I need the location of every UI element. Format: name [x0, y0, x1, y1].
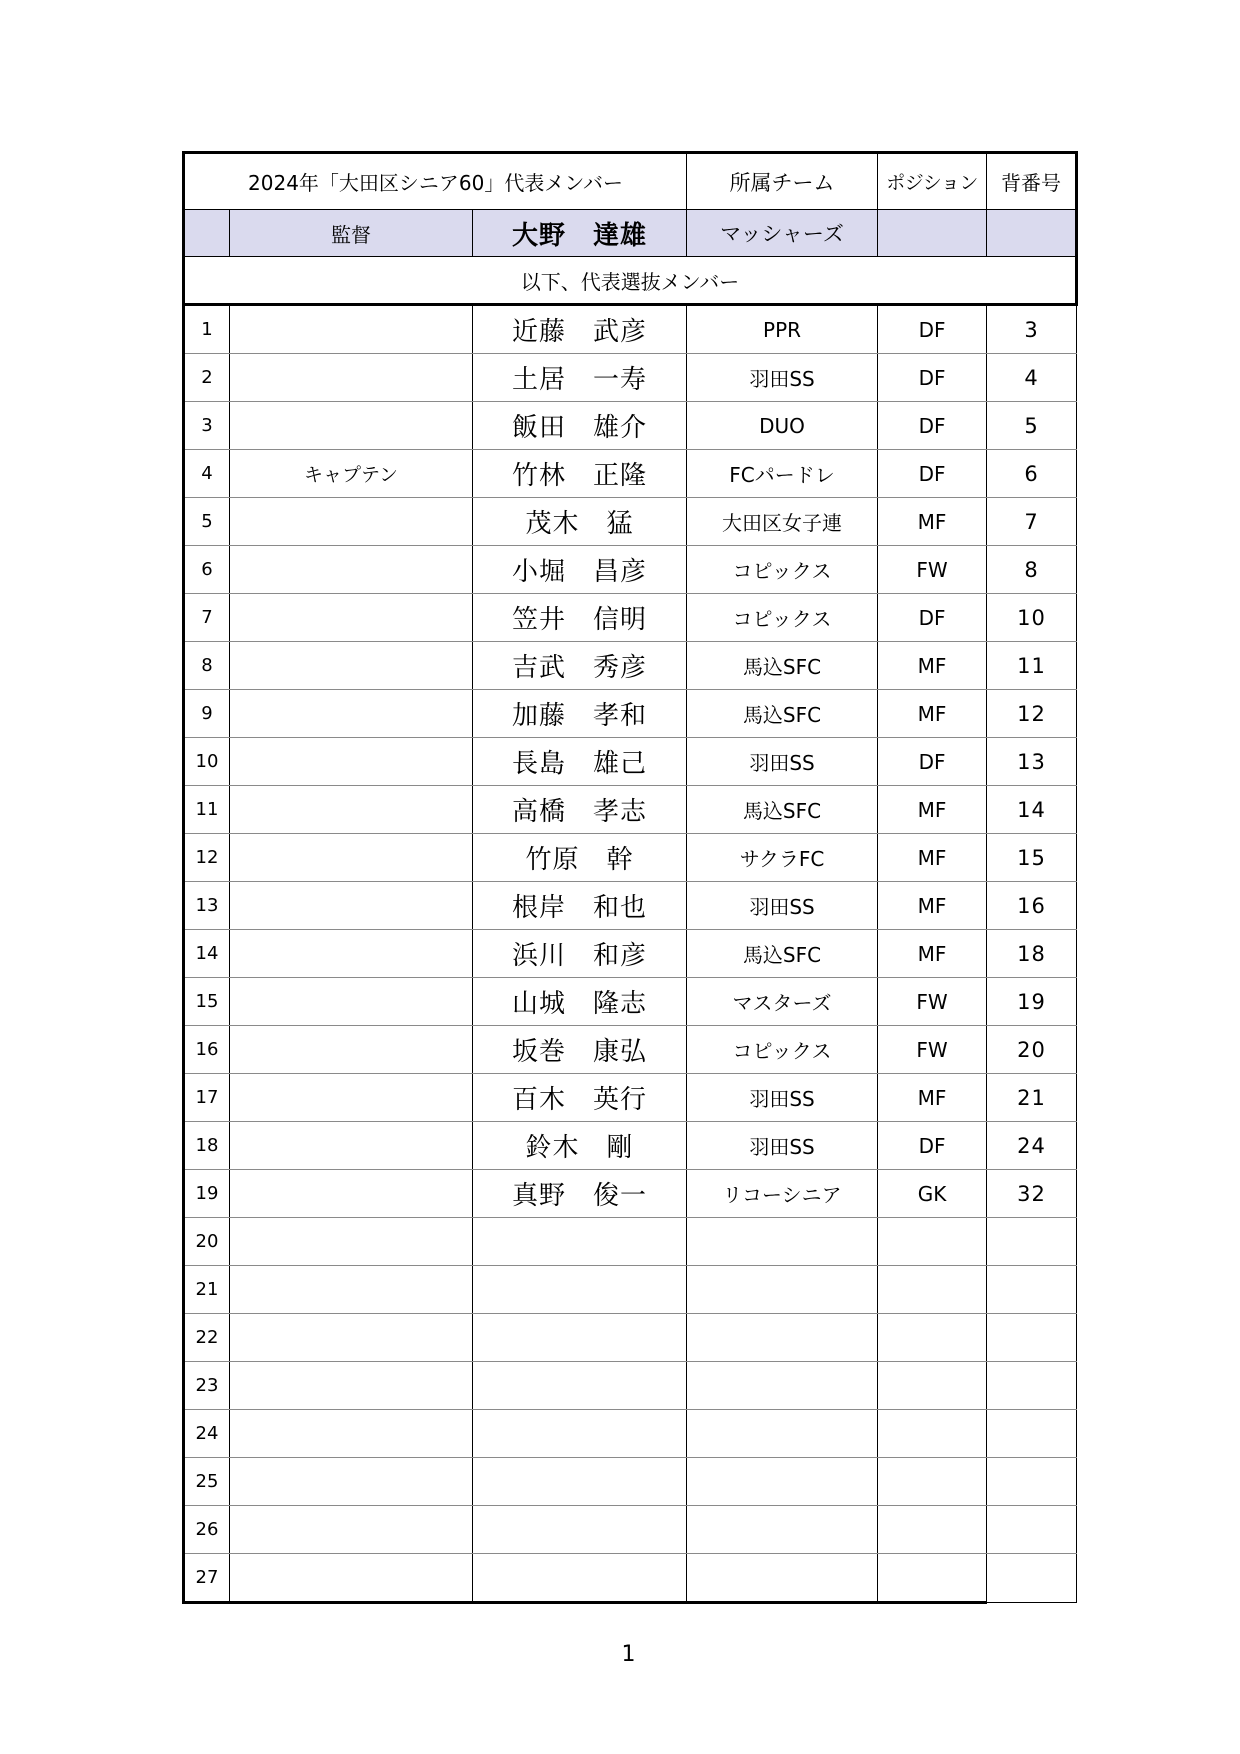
cell-no: 13 [184, 882, 230, 930]
cell-role [230, 1554, 473, 1603]
cell-team: DUO [687, 402, 878, 450]
manager-number [987, 210, 1077, 257]
section-row [184, 257, 1077, 305]
header-row [184, 153, 1077, 210]
cell-team: 羽田SS [687, 738, 878, 786]
cell-position [878, 1266, 987, 1314]
cell-number: 21 [987, 1074, 1077, 1122]
table-row [184, 305, 1077, 354]
cell-position [878, 1362, 987, 1410]
cell-team: コピックス [687, 546, 878, 594]
cell-position: MF [878, 1074, 987, 1122]
roster-title: 2024年「大田区シニア60」代表メンバー [184, 153, 687, 210]
cell-role: キャプテン [230, 450, 473, 498]
cell-no: 16 [184, 1026, 230, 1074]
cell-role [230, 402, 473, 450]
cell-position: MF [878, 690, 987, 738]
cell-team: PPR [687, 305, 878, 354]
cell-position: MF [878, 498, 987, 546]
cell-name: 近藤 武彦 [473, 305, 687, 354]
cell-team: 羽田SS [687, 1122, 878, 1170]
cell-name [473, 1458, 687, 1506]
cell-role [230, 882, 473, 930]
cell-number [987, 1266, 1077, 1314]
manager-row [184, 210, 1077, 257]
cell-name [473, 1314, 687, 1362]
cell-no: 21 [184, 1266, 230, 1314]
cell-name: 竹原 幹 [473, 834, 687, 882]
cell-no: 5 [184, 498, 230, 546]
cell-role [230, 1218, 473, 1266]
cell-team: 馬込SFC [687, 786, 878, 834]
cell-position [878, 1506, 987, 1554]
cell-role [230, 305, 473, 354]
cell-no: 27 [184, 1554, 230, 1603]
cell-number [987, 1218, 1077, 1266]
cell-role [230, 1314, 473, 1362]
cell-number: 5 [987, 402, 1077, 450]
cell-role [230, 1458, 473, 1506]
cell-position: MF [878, 930, 987, 978]
cell-number: 11 [987, 642, 1077, 690]
cell-number [987, 1554, 1077, 1603]
cell-number [987, 1314, 1077, 1362]
cell-position: DF [878, 1122, 987, 1170]
cell-number: 12 [987, 690, 1077, 738]
cell-name: 笠井 信明 [473, 594, 687, 642]
cell-position: GK [878, 1170, 987, 1218]
cell-name: 鈴木 剛 [473, 1122, 687, 1170]
cell-role [230, 642, 473, 690]
cell-name [473, 1362, 687, 1410]
cell-number: 6 [987, 450, 1077, 498]
cell-team: コピックス [687, 594, 878, 642]
cell-role [230, 1506, 473, 1554]
cell-team: 大田区女子連 [687, 498, 878, 546]
cell-team: 馬込SFC [687, 690, 878, 738]
cell-number: 10 [987, 594, 1077, 642]
cell-position: FW [878, 1026, 987, 1074]
team-column-header: 所属チーム [687, 153, 878, 210]
cell-name: 飯田 雄介 [473, 402, 687, 450]
cell-team [687, 1266, 878, 1314]
table-row [184, 1362, 1077, 1410]
cell-name: 百木 英行 [473, 1074, 687, 1122]
position-column-header: ポジション [878, 153, 987, 210]
cell-name [473, 1410, 687, 1458]
cell-position: DF [878, 450, 987, 498]
cell-number: 4 [987, 354, 1077, 402]
table-row [184, 1122, 1077, 1170]
cell-role [230, 978, 473, 1026]
table-row [184, 978, 1077, 1026]
cell-number [987, 1458, 1077, 1506]
cell-role [230, 354, 473, 402]
table-row [184, 1506, 1077, 1554]
cell-no: 8 [184, 642, 230, 690]
number-column-header: 背番号 [987, 153, 1077, 210]
cell-name [473, 1266, 687, 1314]
cell-name: 竹林 正隆 [473, 450, 687, 498]
manager-team: マッシャーズ [687, 210, 878, 257]
cell-no: 20 [184, 1218, 230, 1266]
cell-number [987, 1506, 1077, 1554]
cell-team [687, 1410, 878, 1458]
cell-no: 10 [184, 738, 230, 786]
cell-team: 羽田SS [687, 1074, 878, 1122]
cell-position: MF [878, 642, 987, 690]
cell-position: DF [878, 354, 987, 402]
cell-number: 7 [987, 498, 1077, 546]
cell-position: DF [878, 594, 987, 642]
cell-number: 19 [987, 978, 1077, 1026]
cell-number [987, 1410, 1077, 1458]
cell-no: 2 [184, 354, 230, 402]
cell-no: 9 [184, 690, 230, 738]
cell-no: 22 [184, 1314, 230, 1362]
table-row [184, 546, 1077, 594]
table-row [184, 1458, 1077, 1506]
cell-name: 真野 俊一 [473, 1170, 687, 1218]
cell-number: 3 [987, 305, 1077, 354]
cell-no: 15 [184, 978, 230, 1026]
cell-role [230, 930, 473, 978]
cell-name: 浜川 和彦 [473, 930, 687, 978]
cell-position [878, 1410, 987, 1458]
cell-number: 32 [987, 1170, 1077, 1218]
cell-role [230, 1026, 473, 1074]
cell-number: 18 [987, 930, 1077, 978]
cell-role [230, 1362, 473, 1410]
cell-role [230, 1170, 473, 1218]
cell-role [230, 1410, 473, 1458]
table-row [184, 1410, 1077, 1458]
cell-no: 19 [184, 1170, 230, 1218]
cell-number: 20 [987, 1026, 1077, 1074]
cell-position: MF [878, 786, 987, 834]
cell-number: 13 [987, 738, 1077, 786]
cell-team: リコーシニア [687, 1170, 878, 1218]
cell-no: 11 [184, 786, 230, 834]
cell-name: 茂木 猛 [473, 498, 687, 546]
table-row [184, 882, 1077, 930]
table-row [184, 642, 1077, 690]
cell-team: FCパードレ [687, 450, 878, 498]
cell-position [878, 1458, 987, 1506]
table-row [184, 594, 1077, 642]
cell-team: コピックス [687, 1026, 878, 1074]
cell-team [687, 1458, 878, 1506]
cell-team [687, 1506, 878, 1554]
cell-team: 馬込SFC [687, 930, 878, 978]
cell-position [878, 1218, 987, 1266]
table-row [184, 1554, 1077, 1603]
cell-team: 羽田SS [687, 882, 878, 930]
cell-number: 15 [987, 834, 1077, 882]
cell-no: 25 [184, 1458, 230, 1506]
cell-number: 8 [987, 546, 1077, 594]
cell-number [987, 1362, 1077, 1410]
table-row [184, 738, 1077, 786]
table-row [184, 1074, 1077, 1122]
manager-row-number [184, 210, 230, 257]
table-row [184, 450, 1077, 498]
table-row [184, 930, 1077, 978]
cell-no: 26 [184, 1506, 230, 1554]
cell-position: MF [878, 834, 987, 882]
cell-role [230, 1122, 473, 1170]
cell-role [230, 1074, 473, 1122]
cell-name: 土居 一寿 [473, 354, 687, 402]
table-row [184, 1266, 1077, 1314]
cell-number: 14 [987, 786, 1077, 834]
cell-name: 小堀 昌彦 [473, 546, 687, 594]
cell-team: 羽田SS [687, 354, 878, 402]
cell-position [878, 1554, 987, 1603]
table-row [184, 1026, 1077, 1074]
cell-role [230, 834, 473, 882]
cell-no: 4 [184, 450, 230, 498]
cell-role [230, 738, 473, 786]
cell-role [230, 1266, 473, 1314]
cell-no: 24 [184, 1410, 230, 1458]
cell-position: FW [878, 978, 987, 1026]
section-label: 以下、代表選抜メンバー [184, 257, 1077, 305]
table-row [184, 1170, 1077, 1218]
cell-name: 加藤 孝和 [473, 690, 687, 738]
table-row [184, 834, 1077, 882]
cell-no: 1 [184, 305, 230, 354]
cell-number: 16 [987, 882, 1077, 930]
cell-team [687, 1314, 878, 1362]
cell-no: 6 [184, 546, 230, 594]
cell-name [473, 1218, 687, 1266]
cell-name: 山城 隆志 [473, 978, 687, 1026]
cell-no: 18 [184, 1122, 230, 1170]
table-row [184, 498, 1077, 546]
table-row [184, 1218, 1077, 1266]
cell-position: DF [878, 305, 987, 354]
cell-position: DF [878, 738, 987, 786]
cell-team: サクラFC [687, 834, 878, 882]
cell-name [473, 1554, 687, 1603]
cell-role [230, 546, 473, 594]
cell-name: 高橋 孝志 [473, 786, 687, 834]
cell-role [230, 594, 473, 642]
cell-no: 17 [184, 1074, 230, 1122]
page-number: 1 [621, 1642, 636, 1667]
cell-no: 14 [184, 930, 230, 978]
manager-position [878, 210, 987, 257]
cell-team: 馬込SFC [687, 642, 878, 690]
cell-no: 23 [184, 1362, 230, 1410]
cell-position [878, 1314, 987, 1362]
cell-position: MF [878, 882, 987, 930]
cell-no: 3 [184, 402, 230, 450]
cell-name: 長島 雄己 [473, 738, 687, 786]
table-row [184, 1314, 1077, 1362]
cell-position: FW [878, 546, 987, 594]
table-row [184, 402, 1077, 450]
cell-team [687, 1554, 878, 1603]
table-row [184, 354, 1077, 402]
manager-label: 監督 [230, 210, 473, 257]
cell-no: 12 [184, 834, 230, 882]
cell-role [230, 690, 473, 738]
table-row [184, 786, 1077, 834]
cell-team [687, 1362, 878, 1410]
cell-name [473, 1506, 687, 1554]
cell-role [230, 498, 473, 546]
cell-team [687, 1218, 878, 1266]
table-row [184, 690, 1077, 738]
cell-no: 7 [184, 594, 230, 642]
member-roster-table [182, 151, 1078, 1604]
cell-role [230, 786, 473, 834]
cell-name: 根岸 和也 [473, 882, 687, 930]
cell-team: マスターズ [687, 978, 878, 1026]
manager-name: 大野 達雄 [473, 210, 687, 257]
cell-number: 24 [987, 1122, 1077, 1170]
cell-name: 吉武 秀彦 [473, 642, 687, 690]
cell-name: 坂巻 康弘 [473, 1026, 687, 1074]
cell-position: DF [878, 402, 987, 450]
